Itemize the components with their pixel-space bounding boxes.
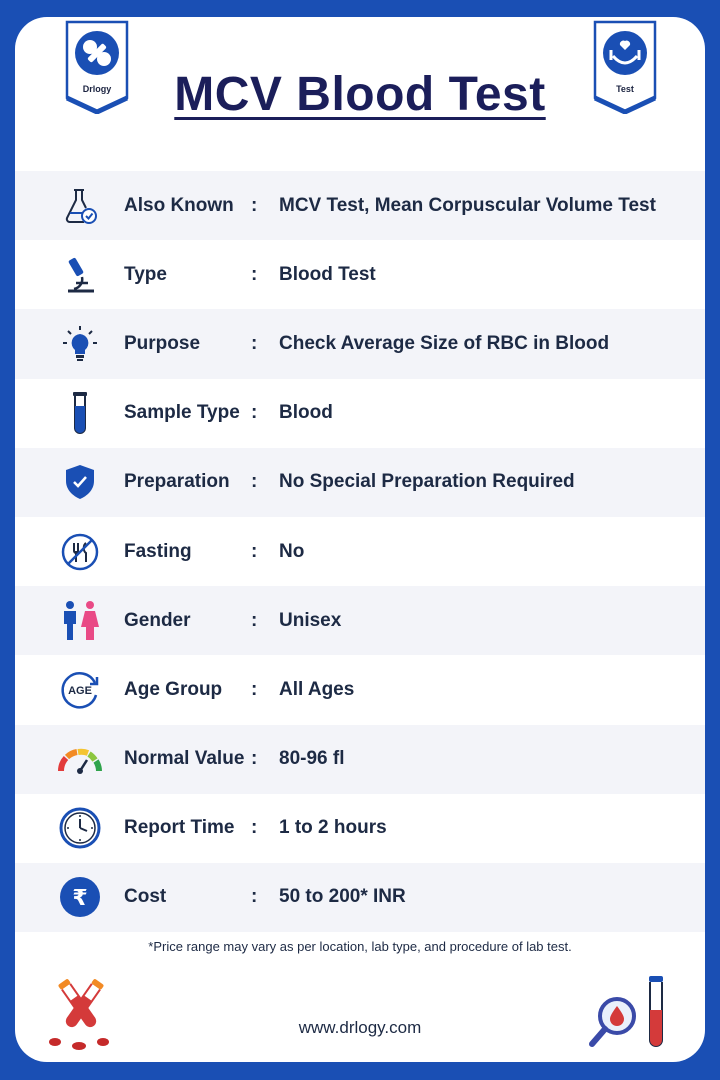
page-title-text: MCV Blood Test bbox=[174, 68, 546, 121]
row-colon: : bbox=[251, 817, 258, 839]
row-label: Preparation bbox=[124, 471, 230, 493]
row-label: Fasting bbox=[124, 540, 192, 562]
test-tubes-icon bbox=[45, 972, 117, 1052]
row-colon: : bbox=[251, 886, 258, 908]
row-gender bbox=[15, 586, 705, 655]
row-normal-value bbox=[15, 725, 705, 794]
row-label: Also Known bbox=[124, 194, 234, 216]
row-value: 80-96 fl bbox=[279, 748, 345, 770]
row-label: Sample Type bbox=[124, 402, 240, 424]
row-value: MCV Test, Mean Corpuscular Volume Test bbox=[279, 194, 656, 216]
page-title bbox=[15, 67, 705, 122]
row-colon: : bbox=[251, 540, 258, 562]
test-tube-icon bbox=[57, 390, 103, 436]
row-value: All Ages bbox=[279, 678, 355, 700]
male-female-icon bbox=[57, 598, 103, 644]
row-colon: : bbox=[251, 194, 258, 216]
row-colon: : bbox=[251, 471, 258, 493]
row-preparation bbox=[15, 448, 705, 517]
row-fasting bbox=[15, 517, 705, 586]
row-colon: : bbox=[251, 402, 258, 424]
lightbulb-icon bbox=[57, 321, 103, 367]
row-value: Blood Test bbox=[279, 263, 376, 285]
row-label: Gender bbox=[124, 609, 191, 631]
test-badge-label: Test bbox=[616, 84, 634, 94]
row-label: Report Time bbox=[124, 817, 235, 839]
shield-check-icon bbox=[57, 459, 103, 505]
row-sample-type bbox=[15, 379, 705, 448]
row-label: Type bbox=[124, 263, 167, 285]
age-icon bbox=[57, 667, 103, 713]
microscope-icon bbox=[57, 252, 103, 298]
row-colon: : bbox=[251, 748, 258, 770]
age-icon-text: AGE bbox=[68, 684, 92, 697]
clock-icon bbox=[57, 805, 103, 851]
fork-knife-icon bbox=[57, 529, 103, 575]
row-value: No bbox=[279, 540, 305, 562]
row-label: Purpose bbox=[124, 332, 201, 354]
magnifier-blood-icon bbox=[587, 972, 673, 1054]
rupee-icon bbox=[57, 874, 103, 920]
row-colon: : bbox=[251, 609, 258, 631]
row-report-time bbox=[15, 794, 705, 863]
row-colon: : bbox=[251, 678, 258, 700]
row-value: No Special Preparation Required bbox=[279, 471, 575, 493]
price-note: *Price range may vary as per location, lab type, and procedure of lab test. bbox=[148, 939, 572, 954]
row-cost bbox=[15, 863, 705, 932]
website-link[interactable]: www.drlogy.com bbox=[298, 1018, 422, 1037]
row-type bbox=[15, 240, 705, 309]
row-label: Cost bbox=[124, 886, 167, 908]
row-colon: : bbox=[251, 332, 258, 354]
row-colon: : bbox=[251, 263, 258, 285]
row-value: 1 to 2 hours bbox=[279, 817, 387, 839]
flask-check-icon bbox=[57, 183, 103, 229]
row-value: Unisex bbox=[279, 609, 342, 631]
row-value: Check Average Size of RBC in Blood bbox=[279, 332, 610, 354]
drlogy-badge-label: Drlogy bbox=[82, 84, 112, 94]
gauge-icon bbox=[57, 736, 103, 782]
row-label: Normal Value bbox=[124, 748, 245, 770]
row-label: Age Group bbox=[124, 678, 223, 700]
row-value: 50 to 200* INR bbox=[279, 886, 406, 908]
info-rows bbox=[15, 171, 705, 932]
row-also-known bbox=[15, 171, 705, 240]
info-card bbox=[15, 17, 705, 1062]
rupee-icon-text: ₹ bbox=[72, 886, 88, 912]
row-age-group bbox=[15, 655, 705, 724]
row-purpose bbox=[15, 309, 705, 378]
row-value: Blood bbox=[279, 402, 333, 424]
